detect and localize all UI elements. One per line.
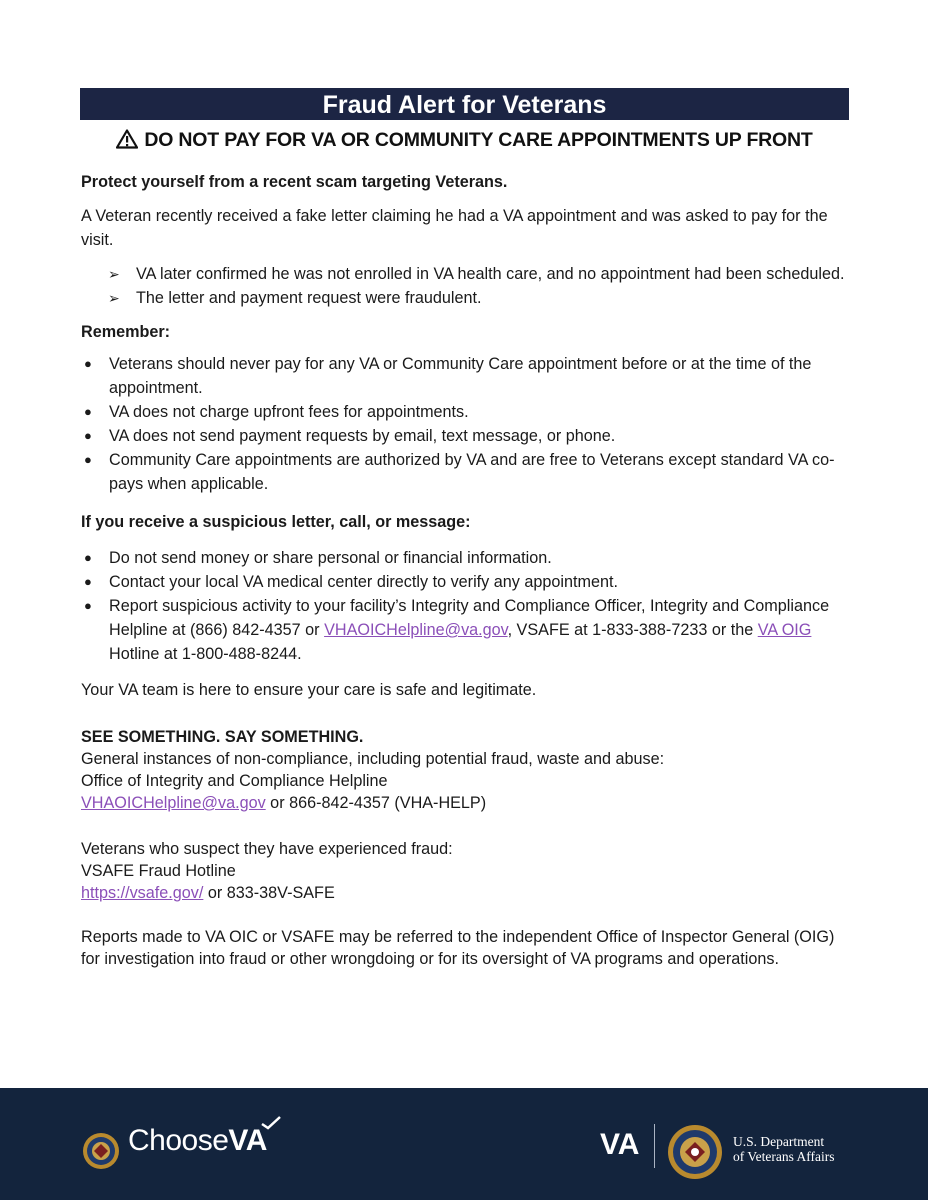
intro-lead: Protect yourself from a recent scam targeting Veterans. <box>81 173 508 191</box>
see-something-heading: SEE SOMETHING. SAY SOMETHING. <box>81 728 364 746</box>
vsafe-line1: Veterans who suspect they have experienced fraud: <box>81 840 453 858</box>
page-title: Fraud Alert for Veterans <box>322 91 607 119</box>
warning-subtitle <box>80 127 849 156</box>
choose-va-logo: ChooseVA <box>128 1124 267 1158</box>
va-oig-link[interactable]: VA OIG <box>757 621 812 639</box>
see-something-block <box>81 726 851 814</box>
bullet-icon: ● <box>84 356 92 371</box>
list-item: ➢ VA later confirmed he was not enrolled in VA health care, and no appointment had been scheduled. <box>81 262 851 286</box>
list-item: ● Report suspicious activity to your facility’s Integrity and Compliance Officer, Integrity and Compliance Helpline at (866) 842-4357 or VHAOICHelpline@va.gov, VSAFE at 1-833-388-7233 or the VA OIG Hotline at 1-800-488-8244. <box>81 594 851 666</box>
bullet-icon: ● <box>84 404 92 419</box>
warning-icon <box>116 129 138 156</box>
list-item: ● VA does not send payment requests by email, text message, or phone. <box>81 424 851 448</box>
bullet-icon: ● <box>84 550 92 565</box>
footer-banner <box>0 1088 928 1200</box>
arrow-bullet-icon: ➢ <box>108 290 120 306</box>
department-name: U.S. Department of Veterans Affairs <box>733 1134 835 1164</box>
list-item: ● Do not send money or share personal or financial information. <box>81 546 851 570</box>
see-something-line2: Office of Integrity and Compliance Helpline <box>81 772 388 790</box>
va-seal-icon <box>82 1132 120 1170</box>
vsafe-url-link[interactable]: https://vsafe.gov/ <box>81 884 204 902</box>
bullet-icon: ● <box>84 452 92 467</box>
intro-paragraph: A Veteran recently received a fake letter claiming he had a VA appointment and was asked to pay for the visit. <box>81 207 828 249</box>
intro-arrow-list <box>81 262 851 310</box>
vsafe-contact: https://vsafe.gov/ or 833-38V-SAFE <box>81 884 335 902</box>
department-seal-icon <box>667 1124 723 1180</box>
vsafe-block <box>81 838 851 904</box>
list-item: ● Veterans should never pay for any VA or Community Care appointment before or at the time of the appointment. <box>81 352 851 400</box>
bullet-icon: ● <box>84 598 92 613</box>
bullet-icon: ● <box>84 574 92 589</box>
suspicious-heading: If you receive a suspicious letter, call, or message: <box>81 513 471 531</box>
title-banner <box>80 88 849 120</box>
checkmark-icon <box>260 1116 282 1130</box>
vsafe-line2: VSAFE Fraud Hotline <box>81 862 236 880</box>
arrow-bullet-icon: ➢ <box>108 266 120 282</box>
see-something-line1: General instances of non-compliance, including potential fraud, waste and abuse: <box>81 750 665 768</box>
main-content <box>81 170 851 970</box>
list-item: ● Community Care appointments are authorized by VA and are free to Veterans except standard VA co-pays when applicable. <box>81 448 851 496</box>
remember-list <box>81 352 851 496</box>
bullet-icon: ● <box>84 428 92 443</box>
suspicious-list <box>81 546 851 666</box>
footer-divider <box>654 1124 655 1168</box>
closing-text: Your VA team is here to ensure your care is safe and legitimate. <box>81 681 537 699</box>
list-item: ● Contact your local VA medical center directly to verify any appointment. <box>81 570 851 594</box>
oic-email-link[interactable]: VHAOICHelpline@va.gov <box>81 794 266 812</box>
helpline-email-link[interactable]: VHAOICHelpline@va.gov <box>324 621 508 639</box>
list-item: ➢ The letter and payment request were fraudulent. <box>81 286 851 310</box>
remember-heading: Remember: <box>81 323 171 341</box>
va-wordmark: VA <box>600 1128 640 1161</box>
see-something-contact: VHAOICHelpline@va.gov or 866-842-4357 (VHA-HELP) <box>81 794 487 812</box>
list-item: ● VA does not charge upfront fees for appointments. <box>81 400 851 424</box>
oig-note: Reports made to VA OIC or VSAFE may be referred to the independent Office of Inspector General (OIG) for investigation into fraud or other wrongdoing or for its oversight of VA programs and operations. <box>81 928 835 968</box>
subtitle-text: DO NOT PAY FOR VA OR COMMUNITY CARE APPOINTMENTS UP FRONT <box>144 129 813 151</box>
